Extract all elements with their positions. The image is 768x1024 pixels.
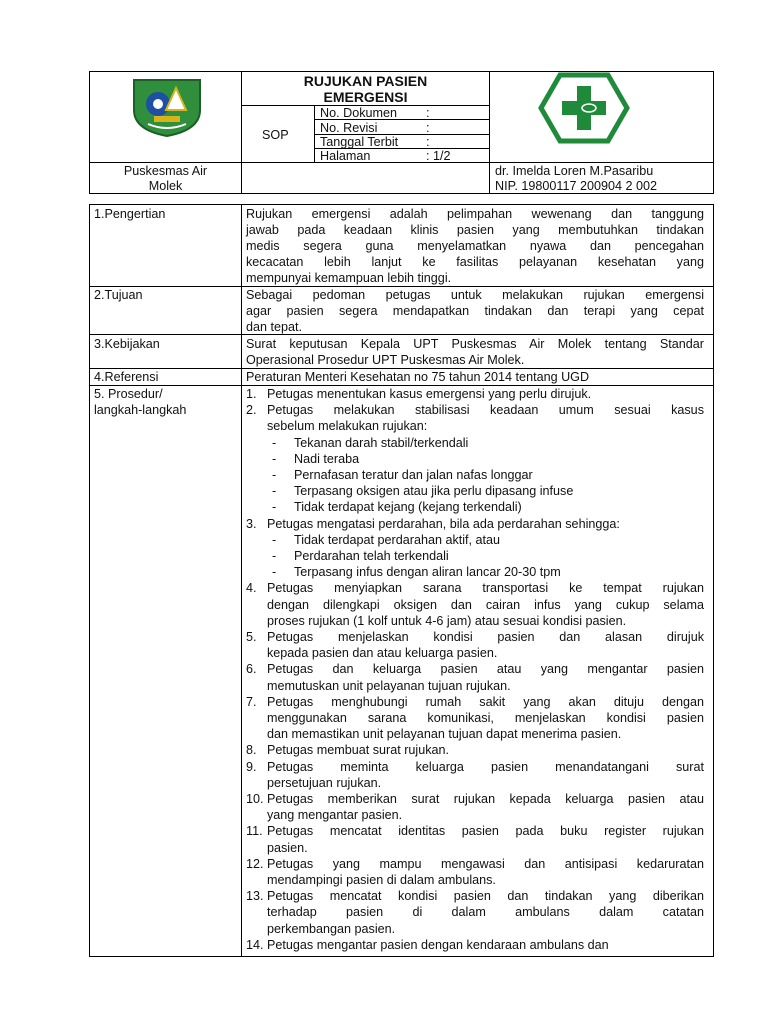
step-text: pasien. [267,840,308,855]
bullet-text: Nadi teraba [294,451,360,466]
section-label-prosedur: 5. Prosedur/ [94,387,163,401]
pengertian-line: kecacatan lebih lanjut ke fasilitas pelayanan kesehatan yang [246,255,704,269]
doc-number-label: No. Dokumen [320,106,397,120]
step-text: Petugas menjelaskan kondisi pasien dan alasan dirujuk [267,630,704,644]
step-text: Petugas yang mampu mengawasi dan antisipasi kedaruratan [267,856,704,871]
step-text: Petugas mengatasi perdarahan, bila ada perdarahan sehingga: [267,516,620,531]
bullet-dash: - [272,468,277,482]
step-text: Petugas mengantar pasien dengan kendaraan ambulans dan [267,937,609,952]
step-text: mendampingi pasien di dalam ambulans. [267,873,496,887]
step-number: 6. [246,662,257,677]
bullet-text: Tidak terdapat kejang (kejang terkendali) [294,500,522,515]
step-number: 12. [246,856,264,871]
issue-date-label: Tanggal Terbit [320,135,399,149]
step-text: Petugas membuat surat rujukan. [267,743,450,758]
bullet-text: Terpasang oksigen atau jika perlu dipasang infuse [294,484,574,499]
pengertian-line: jawab pada keadaan klinis pasien yang membutuhkan tindakan [246,223,704,237]
step-text: perkembangan pasien. [267,921,396,936]
signer-name: dr. Imelda Loren M.Pasaribu [495,164,654,178]
kebijakan-line: Operasional Prosedur UPT Puskesmas Air Molek. [246,353,525,367]
step-text: terhadap pasien di dalam ambulans dalam catatan [267,905,704,920]
tujuan-line: Sebagai pedoman petugas untuk melakukan rujukan emergensi [246,288,704,302]
step-text: dan memastikan unit pelayanan tujuan dapat menerima pasien. [267,727,622,742]
step-number: 1. [246,387,257,401]
step-text: Petugas mencatat identitas pasien pada buku register rujukan [267,824,704,839]
sop-title-line2: EMERGENSI [323,89,408,105]
bullet-text: Tekanan darah stabil/terkendali [294,435,469,450]
provincial-emblem-logo [128,76,206,138]
section-label-kebijakan: 3.Kebijakan [94,337,160,351]
page-value: : 1/2 [426,149,451,163]
kebijakan-line: Surat keputusan Kepala UPT Puskesmas Air Molek tentang Standar [246,337,704,351]
bullet-dash: - [272,435,277,450]
institution-name-line1: Puskesmas Air [123,164,208,178]
sop-label: SOP [262,128,289,142]
step-text: persetujuan rujukan. [267,775,382,790]
pengertian-line: medis segera guna menyelamatkan nyawa dan pencegahan [246,239,704,253]
step-text: Petugas dan keluarga pasien atau yang mengantar pasien [267,662,704,677]
step-text: memutuskan unit pelayanan tujuan rujukan. [267,678,511,693]
tujuan-line: agar pasien segera mendapatkan tindakan dan terapi yang cepat [246,304,704,318]
step-text: Petugas mencatat kondisi pasien dan tindakan yang diberikan [267,889,704,904]
step-text: yang mengantar pasien. [267,808,403,823]
section-label-tujuan: 2.Tujuan [94,288,143,302]
step-number: 13. [246,889,264,904]
step-number: 9. [246,759,257,774]
step-number: 11. [246,824,263,839]
step-text: dengan dilengkapi oksigen dan cairan infus yang cukup selama [267,597,704,612]
step-number: 10. [246,792,264,806]
bullet-text: Pernafasan teratur dan jalan nafas longgar [294,468,533,482]
section-label-pengertian: 1.Pengertian [94,207,166,221]
bullet-text: Perdarahan telah terkendali [294,549,449,563]
step-text: Petugas melakukan stabilisasi keadaan umum sesuai kasus [267,403,704,418]
step-number: 4. [246,581,257,596]
signer-nip: NIP. 19800117 200904 2 002 [495,179,658,193]
bullet-dash: - [272,565,277,580]
bullet-dash: - [272,484,277,499]
pengertian-line: mempunyai kemampuan lebih tinggi. [246,271,452,285]
step-text: menggunakan sarana komunikasi, menjelaskan kondisi pasien [267,711,704,725]
bullet-text: Terpasang infus dengan aliran lancar 20-30 tpm [294,565,561,580]
revision-value: : [426,121,430,135]
step-text: Petugas menghubungi rumah sakit yang akan dituju dengan [267,694,704,709]
step-number: 7. [246,694,257,709]
institution-name-line2: Molek [148,179,183,193]
step-text: sebelum melakukan rujukan: [267,419,428,434]
step-number: 14. [246,937,264,952]
tujuan-line: dan tepat. [246,320,303,334]
step-text: Petugas meminta keluarga pasien menandatangani surat [267,759,704,774]
bullet-dash: - [272,500,277,515]
pengertian-line: Rujukan emergensi adalah pelimpahan wewenang dan tanggung [246,207,704,221]
step-text: Petugas menyiapkan sarana transportasi ke tempat rujukan [267,581,704,596]
bullet-dash: - [272,532,277,547]
bullet-dash: - [272,549,277,563]
sop-title-line1: RUJUKAN PASIEN [303,73,428,89]
revision-label: No. Revisi [320,121,378,135]
step-number: 3. [246,516,257,531]
section-label-prosedur-sub: langkah-langkah [94,403,187,417]
step-text: kepada pasien dan atau keluarga pasien. [267,646,498,661]
page-label: Halaman [320,149,371,163]
step-number: 2. [246,403,257,418]
puskesmas-cross-logo [538,72,630,144]
step-text: Petugas menentukan kasus emergensi yang perlu dirujuk. [267,387,592,401]
bullet-text: Tidak terdapat perdarahan aktif, atau [294,532,501,547]
doc-number-value: : [426,106,430,120]
issue-date-value: : [426,135,430,149]
step-text: Petugas memberikan surat rujukan kepada keluarga pasien atau [267,792,704,806]
step-number: 8. [246,743,257,758]
referensi-line: Peraturan Menteri Kesehatan no 75 tahun 2014 tentang UGD [246,370,590,384]
step-text: proses rujukan (1 kolf untuk 4-6 jam) atau sesuai kondisi pasien. [267,613,627,628]
section-label-referensi: 4.Referensi [94,370,159,384]
step-number: 5. [246,630,257,644]
bullet-dash: - [272,451,277,466]
